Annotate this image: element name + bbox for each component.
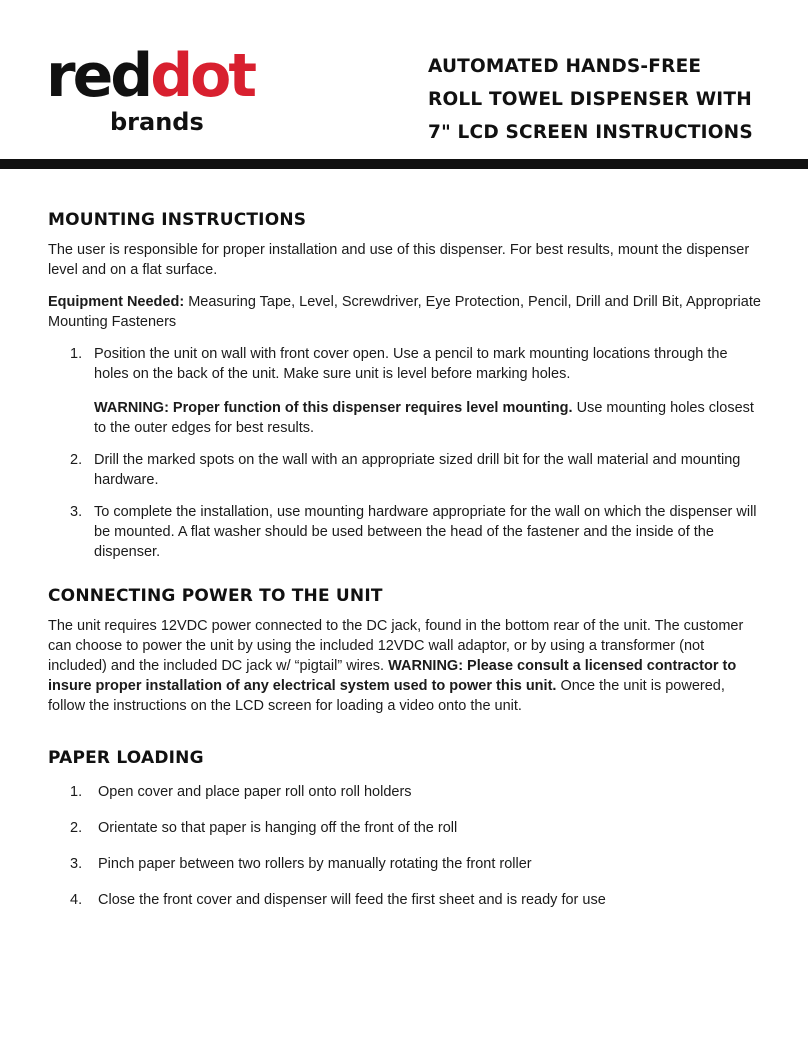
list-item: 2. Orientate so that paper is hanging off the front of the roll [70,820,458,836]
list-item: 1. Position the unit on wall with front cover open. Use a pencil to mark mounting locations through the holes on the back of the unit. Make sure unit is level before marking holes. WARNING: Proper function of this dispenser requires level mounting. Use mounting holes closest to the outer edges for best results. [48,344,764,438]
header-divider [0,159,808,169]
document-body [48,210,764,926]
mounting-warning: WARNING: Proper function of this dispenser requires level mounting. Use mounting holes closest to the outer edges for best results. [94,400,754,436]
paper-steps [48,782,764,910]
paper-section [48,748,764,910]
power-section [48,586,764,716]
list-item: 4. Close the front cover and dispenser will feed the first sheet and is ready for use [70,892,606,908]
power-heading: CONNECTING POWER TO THE UNIT [48,586,383,606]
equipment-text: Measuring Tape, Level, Screwdriver, Eye Protection, Pencil, Drill and Drill Bit, Appropriate Mounting Fasteners [48,294,761,330]
document-title: AUTOMATED HANDS-FREE ROLL TOWEL DISPENSER WITH 7" LCD SCREEN INSTRUCTIONS [428,56,753,143]
reddot-brands-logo [46,40,286,140]
power-warning: WARNING: Please consult a licensed contractor to insure proper installation of any electrical system used to power this unit. [48,658,737,694]
logo-subtext: brands [110,108,204,136]
mounting-section [48,210,764,562]
list-item: 1. Open cover and place paper roll onto roll holders [70,784,412,800]
mounting-heading: MOUNTING INSTRUCTIONS [48,210,307,230]
equipment-needed [48,292,764,332]
mounting-steps [48,344,764,562]
power-text: The unit requires 12VDC power connected to the DC jack, found in the bottom rear of the unit. The customer can choose to power the unit by using the included 12VDC wall adaptor, or by using a transformer (not included) and the included DC jack w/ “pigtail” wires. WARNING: Please consult a licensed contractor to insure proper installation of any electrical system used to power this unit. Once the unit is powered, follow the instructions on the LCD screen for loading a video onto the unit. [48,618,744,714]
mounting-intro: The user is responsible for proper installation and use of this dispenser. For best results, mount the dispenser level and on a flat surface. [48,242,750,278]
list-item: 3. To complete the installation, use mounting hardware appropriate for the wall on which the dispenser will be mounted. A flat washer should be used between the head of the fastener and the inside of the dispenser. [70,504,757,560]
logo-wordmark: reddot [46,41,255,111]
list-item: 3. Pinch paper between two rollers by manually rotating the front roller [70,856,532,872]
paper-heading: PAPER LOADING [48,748,204,768]
list-item: 2. Drill the marked spots on the wall with an appropriate sized drill bit for the wall material and mounting hardware. [70,452,741,488]
equipment-label: Equipment Needed: [48,294,185,310]
